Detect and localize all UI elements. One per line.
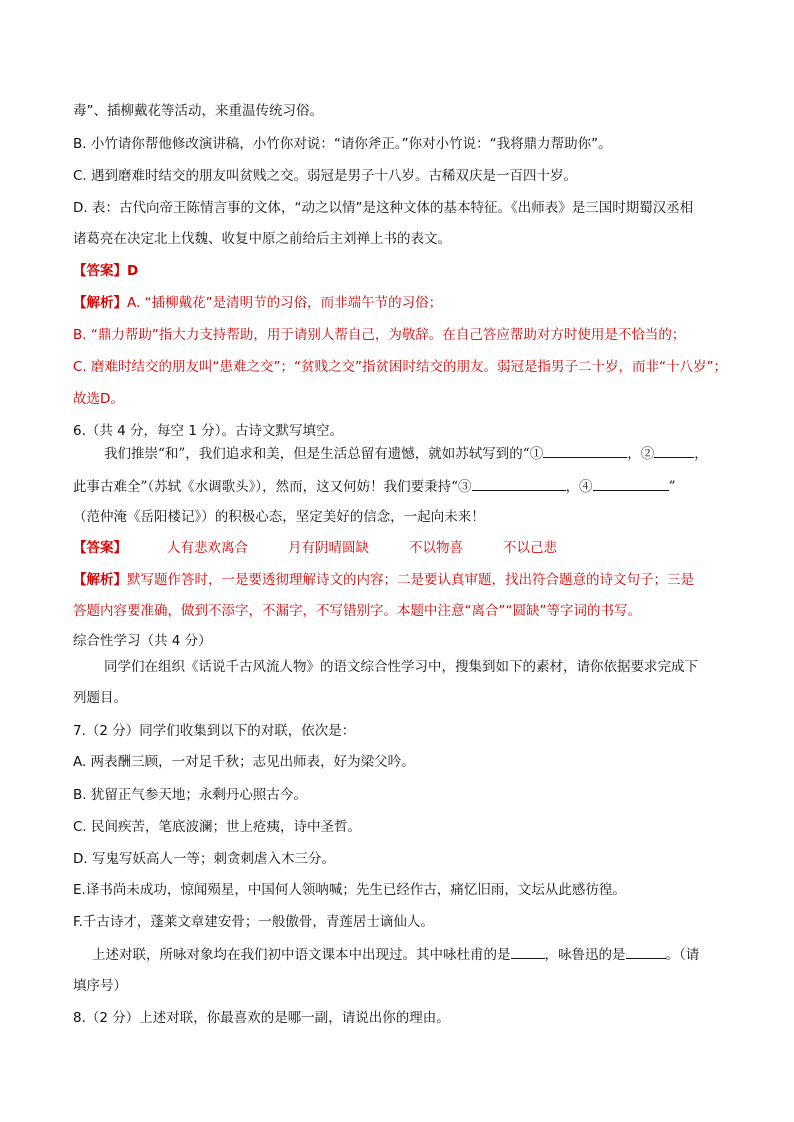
question-7: 7.（2 分）同学们收集到以下的对联，依次是： xyxy=(73,723,356,739)
analysis-tag: 【解析】 xyxy=(73,295,127,311)
q7-text: 上述对联，所咏对象均在我们初中语文课本中出现过。其中咏杜甫的是 xyxy=(92,947,511,963)
q6-text: ， xyxy=(694,446,708,462)
analysis-q5-b: B. “鼎力帮助”指大力支持帮助，用于请别人帮自己，为敬辞。在自己答应帮助对方时使用是不恰当的； xyxy=(73,327,686,343)
blank-2[interactable] xyxy=(654,443,694,458)
question-8: 8.（2 分）上述对联，你最喜欢的是哪一副，请说出你的理由。 xyxy=(73,1010,450,1026)
couplet-a: A. 两表酬三顾，一对足千秋；志见出师表，好为梁父吟。 xyxy=(73,754,415,770)
analysis-q5-d: 故选D。 xyxy=(73,391,124,407)
analysis-tag: 【解析】 xyxy=(73,572,127,588)
answer-tag: 【答案】 xyxy=(73,540,127,556)
section-intro: 同学们在组织《话说千古风流人物》的语文综合性学习中，搜集到如下的素材，请你依据要求完成下 xyxy=(104,659,698,675)
option-d-continuation: 诸葛亮在决定北上伐魏、收复中原之前给后主刘禅上书的表文。 xyxy=(73,231,451,247)
q7-text: 。（请 xyxy=(665,947,700,963)
couplet-f: F.千古诗才，蓬莱文章建安骨；一般傲骨，青莲居士谪仙人。 xyxy=(73,914,434,930)
option-c: C. 遇到磨难时结交的朋友叫贫贱之交。弱冠是男子十八岁。古稀双庆是一百四十岁。 xyxy=(73,168,578,184)
answer-q6 xyxy=(73,538,557,558)
analysis-q6-b: 答题内容要准确，做到不添字，不漏字，不写错别字。本题中注意“离合”“圆缺”等字词的书写。 xyxy=(73,603,641,619)
blank-1[interactable] xyxy=(543,443,627,458)
answer-q5 xyxy=(73,261,138,281)
answer-item: 不以己悲 xyxy=(503,540,557,556)
q6-text: ，④ xyxy=(565,479,593,495)
analysis-q6-a xyxy=(73,570,694,590)
q6-passage-line3: （范仲淹《岳阳楼记》）的积极心态，坚定美好的信念，一起向未来！ xyxy=(73,509,485,525)
q6-text: ” xyxy=(668,479,676,495)
q7-fill-line xyxy=(92,944,699,965)
q6-passage-line2 xyxy=(73,476,675,497)
q7-text: ，咏鲁迅的是 xyxy=(544,947,626,963)
question-6: 6.（共 4 分，每空 1 分）。古诗文默写填空。 xyxy=(73,423,343,439)
analysis-text: 默写题作答时，一是要透彻理解诗文的内容；二是要认真审题，找出符合题意的诗文句子；三是 xyxy=(127,572,694,588)
option-b: B. 小竹请你帮他修改演讲稿，小竹你对说：“请你斧正。”你对小竹说：“我将鼎力帮助你”。 xyxy=(73,136,612,152)
answer-tag: 【答案】 xyxy=(73,263,127,279)
answer-item: 人有悲欢离合 xyxy=(167,540,248,556)
answer-item: 月有阴晴圆缺 xyxy=(288,540,369,556)
q6-text: 我们推崇“和”，我们追求和美，但是生活总留有遗憾，就如苏轼写到的“① xyxy=(104,446,544,462)
answer-value: D xyxy=(127,263,139,279)
blank-4[interactable] xyxy=(593,476,669,491)
couplet-e: E.译书尚未成功，惊闻殒星，中国何人领呐喊；先生已经作古，痛忆旧雨，文坛从此感彷徨。 xyxy=(73,882,626,898)
couplet-b: B. 犹留正气参天地；永剩丹心照古今。 xyxy=(73,787,307,803)
answer-item: 不以物喜 xyxy=(409,540,463,556)
section-title: 综合性学习（共 4 分） xyxy=(73,633,212,649)
analysis-q5-a xyxy=(73,293,442,313)
blank-dufu[interactable] xyxy=(511,944,545,959)
couplet-d: D. 写鬼写妖高人一等；刺贪刺虐入木三分。 xyxy=(73,851,335,867)
couplet-c: C. 民间疾苦，笔底波澜；世上疮痍，诗中圣哲。 xyxy=(73,819,362,835)
q7-fill-line-continuation: 填序号） xyxy=(73,978,127,994)
option-a-continuation: 毒”、插柳戴花等活动，来重温传统习俗。 xyxy=(73,103,323,119)
analysis-text: A. “插柳戴花”是清明节的习俗，而非端午节的习俗； xyxy=(127,295,443,311)
q6-text: ，② xyxy=(627,446,655,462)
option-d: D. 表：古代向帝王陈情言事的文体，“动之以情”是这种文体的基本特征。《出师表》是三国时期蜀汉丞相 xyxy=(73,200,694,216)
section-intro-continuation: 列题目。 xyxy=(73,690,127,706)
q6-text: 此事古难全”（苏轼《水调歌头》），然而，这又何妨！我们要秉持“③ xyxy=(73,479,472,495)
q6-passage-line1 xyxy=(104,443,708,464)
analysis-q5-c: C. 磨难时结交的朋友叫“患难之交”；“贫贱之交”指贫困时结交的朋友。弱冠是指男子二十岁，而非“十八岁”； xyxy=(73,359,727,375)
blank-luxun[interactable] xyxy=(626,944,666,959)
blank-3[interactable] xyxy=(472,476,566,491)
